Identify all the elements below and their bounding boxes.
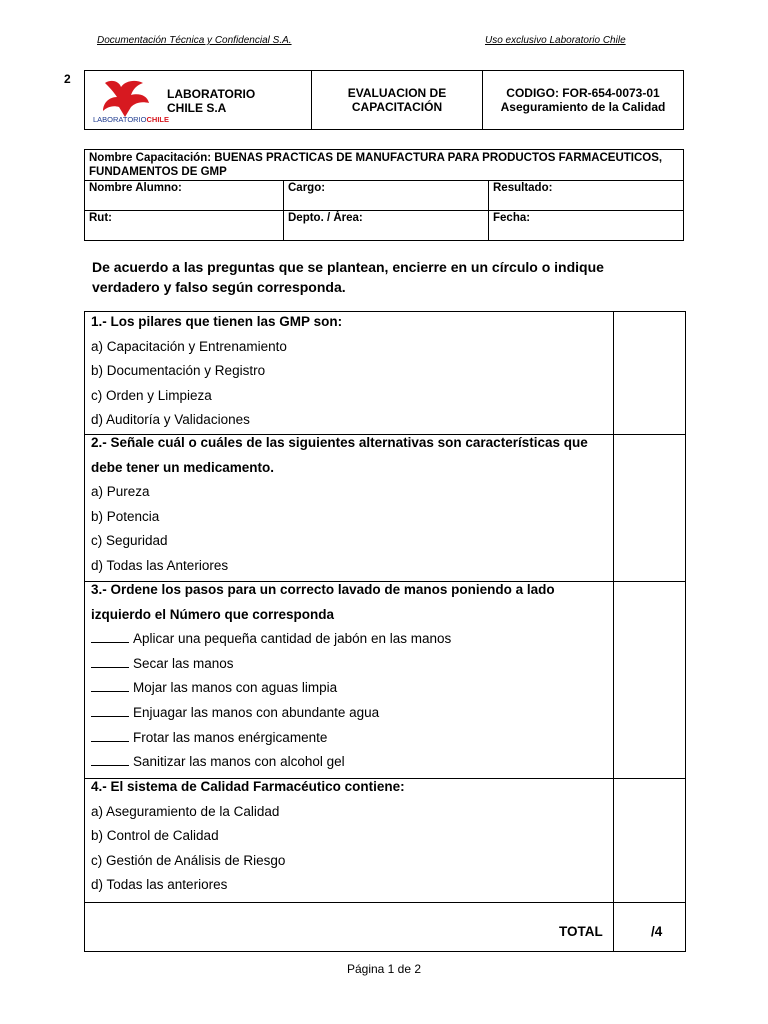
- question-1-option-b[interactable]: b) Documentación y Registro: [91, 363, 266, 379]
- question-3-title: 3.- Ordene los pasos para un correcto lavado de manos poniendo a lado izquierdo el Número que corresponda: [91, 582, 555, 622]
- dept-field[interactable]: Depto. / Área:: [284, 211, 489, 241]
- answer-blank[interactable]: [91, 679, 129, 692]
- document-header: [84, 70, 684, 130]
- question-2-option-d[interactable]: d) Todas las Anteriores: [91, 557, 229, 573]
- question-1-option-a[interactable]: a) Capacitación y Entrenamiento: [91, 338, 287, 354]
- laboratorio-chile-logo-icon: [91, 77, 169, 125]
- company-name: LABORATORIO CHILE S.A: [167, 87, 256, 115]
- answer-blank[interactable]: [91, 630, 129, 643]
- question-4-option-b[interactable]: b) Control de Calidad: [91, 828, 219, 844]
- step-text: Secar las manos: [133, 655, 234, 671]
- total-label: TOTAL: [559, 924, 603, 939]
- header-note-left: Documentación Técnica y Confidencial S.A.: [97, 35, 292, 46]
- result-field[interactable]: Resultado:: [489, 181, 684, 211]
- question-1-title: 1.- Los pilares que tienen las GMP son:: [91, 314, 343, 329]
- question-4-title: 4.- El sistema de Calidad Farmacéutico contiene:: [91, 779, 405, 794]
- question-3-step: [91, 627, 607, 652]
- question-4-option-c[interactable]: c) Gestión de Análisis de Riesgo: [91, 852, 286, 868]
- step-text: Aplicar una pequeña cantidad de jabón en las manos: [133, 631, 452, 647]
- student-name-field[interactable]: Nombre Alumno:: [85, 181, 284, 211]
- total-score[interactable]: /4: [651, 924, 663, 939]
- doc-title-text: EVALUACION DE CAPACITACIÓN: [347, 86, 447, 114]
- answer-blank[interactable]: [91, 729, 129, 742]
- question-2-title: 2.- Señale cuál o cuáles de las siguientes alternativas son características que debe tener un medicamento.: [91, 435, 588, 475]
- page-corner-number: 2: [64, 72, 71, 86]
- question-1: [91, 310, 607, 433]
- question-3-step: [91, 676, 607, 701]
- step-text: Sanitizar las manos con alcohol gel: [133, 754, 345, 770]
- question-2: [91, 431, 607, 579]
- rut-field[interactable]: Rut:: [85, 211, 284, 241]
- page-footer: Página 1 de 2: [346, 962, 422, 976]
- logo-cell: [85, 71, 312, 129]
- question-2-option-b[interactable]: b) Potencia: [91, 508, 160, 524]
- question-2-option-a[interactable]: a) Pureza: [91, 484, 150, 500]
- training-name: Nombre Capacitación: BUENAS PRACTICAS DE MANUFACTURA PARA PRODUCTOS FARMACEUTICOS, FUNDAMENTOS DE GMP: [85, 150, 684, 181]
- question-3-step: [91, 652, 607, 677]
- question-4: [91, 775, 607, 898]
- header-note-right: Uso exclusivo Laboratorio Chile: [485, 35, 626, 46]
- row-divider: [85, 902, 685, 903]
- answer-blank[interactable]: [91, 655, 129, 668]
- question-4-option-d[interactable]: d) Todas las anteriores: [91, 877, 228, 893]
- doc-code: [483, 71, 683, 129]
- instructions: De acuerdo a las preguntas que se plantean, encierre en un círculo o indique verdadero y falso según corresponda.: [92, 259, 604, 295]
- answer-blank[interactable]: [91, 704, 129, 717]
- question-1-option-c[interactable]: c) Orden y Limpieza: [91, 387, 212, 403]
- logo-wordmark: LABORATORIOCHILE: [93, 115, 169, 124]
- date-field[interactable]: Fecha:: [489, 211, 684, 241]
- question-3-step: [91, 726, 607, 751]
- questions-table: [84, 311, 686, 952]
- step-text: Enjuagar las manos con abundante agua: [133, 704, 380, 720]
- score-column-divider: [613, 312, 614, 951]
- position-field[interactable]: Cargo:: [284, 181, 489, 211]
- question-3: [91, 578, 607, 775]
- question-4-option-a[interactable]: a) Aseguramiento de la Calidad: [91, 803, 280, 819]
- question-2-option-c[interactable]: c) Seguridad: [91, 533, 168, 549]
- step-text: Mojar las manos con aguas limpia: [133, 680, 338, 696]
- doc-code-line2: Aseguramiento de la Calidad: [500, 100, 666, 114]
- step-text: Frotar las manos enérgicamente: [133, 729, 328, 745]
- question-3-step: [91, 701, 607, 726]
- info-table: [84, 149, 684, 241]
- answer-blank[interactable]: [91, 753, 129, 766]
- doc-title: [312, 71, 483, 129]
- doc-code-line1: CODIGO: FOR-654-0073-01: [506, 86, 660, 100]
- question-3-step: [91, 750, 607, 775]
- question-1-option-d[interactable]: d) Auditoría y Validaciones: [91, 412, 250, 428]
